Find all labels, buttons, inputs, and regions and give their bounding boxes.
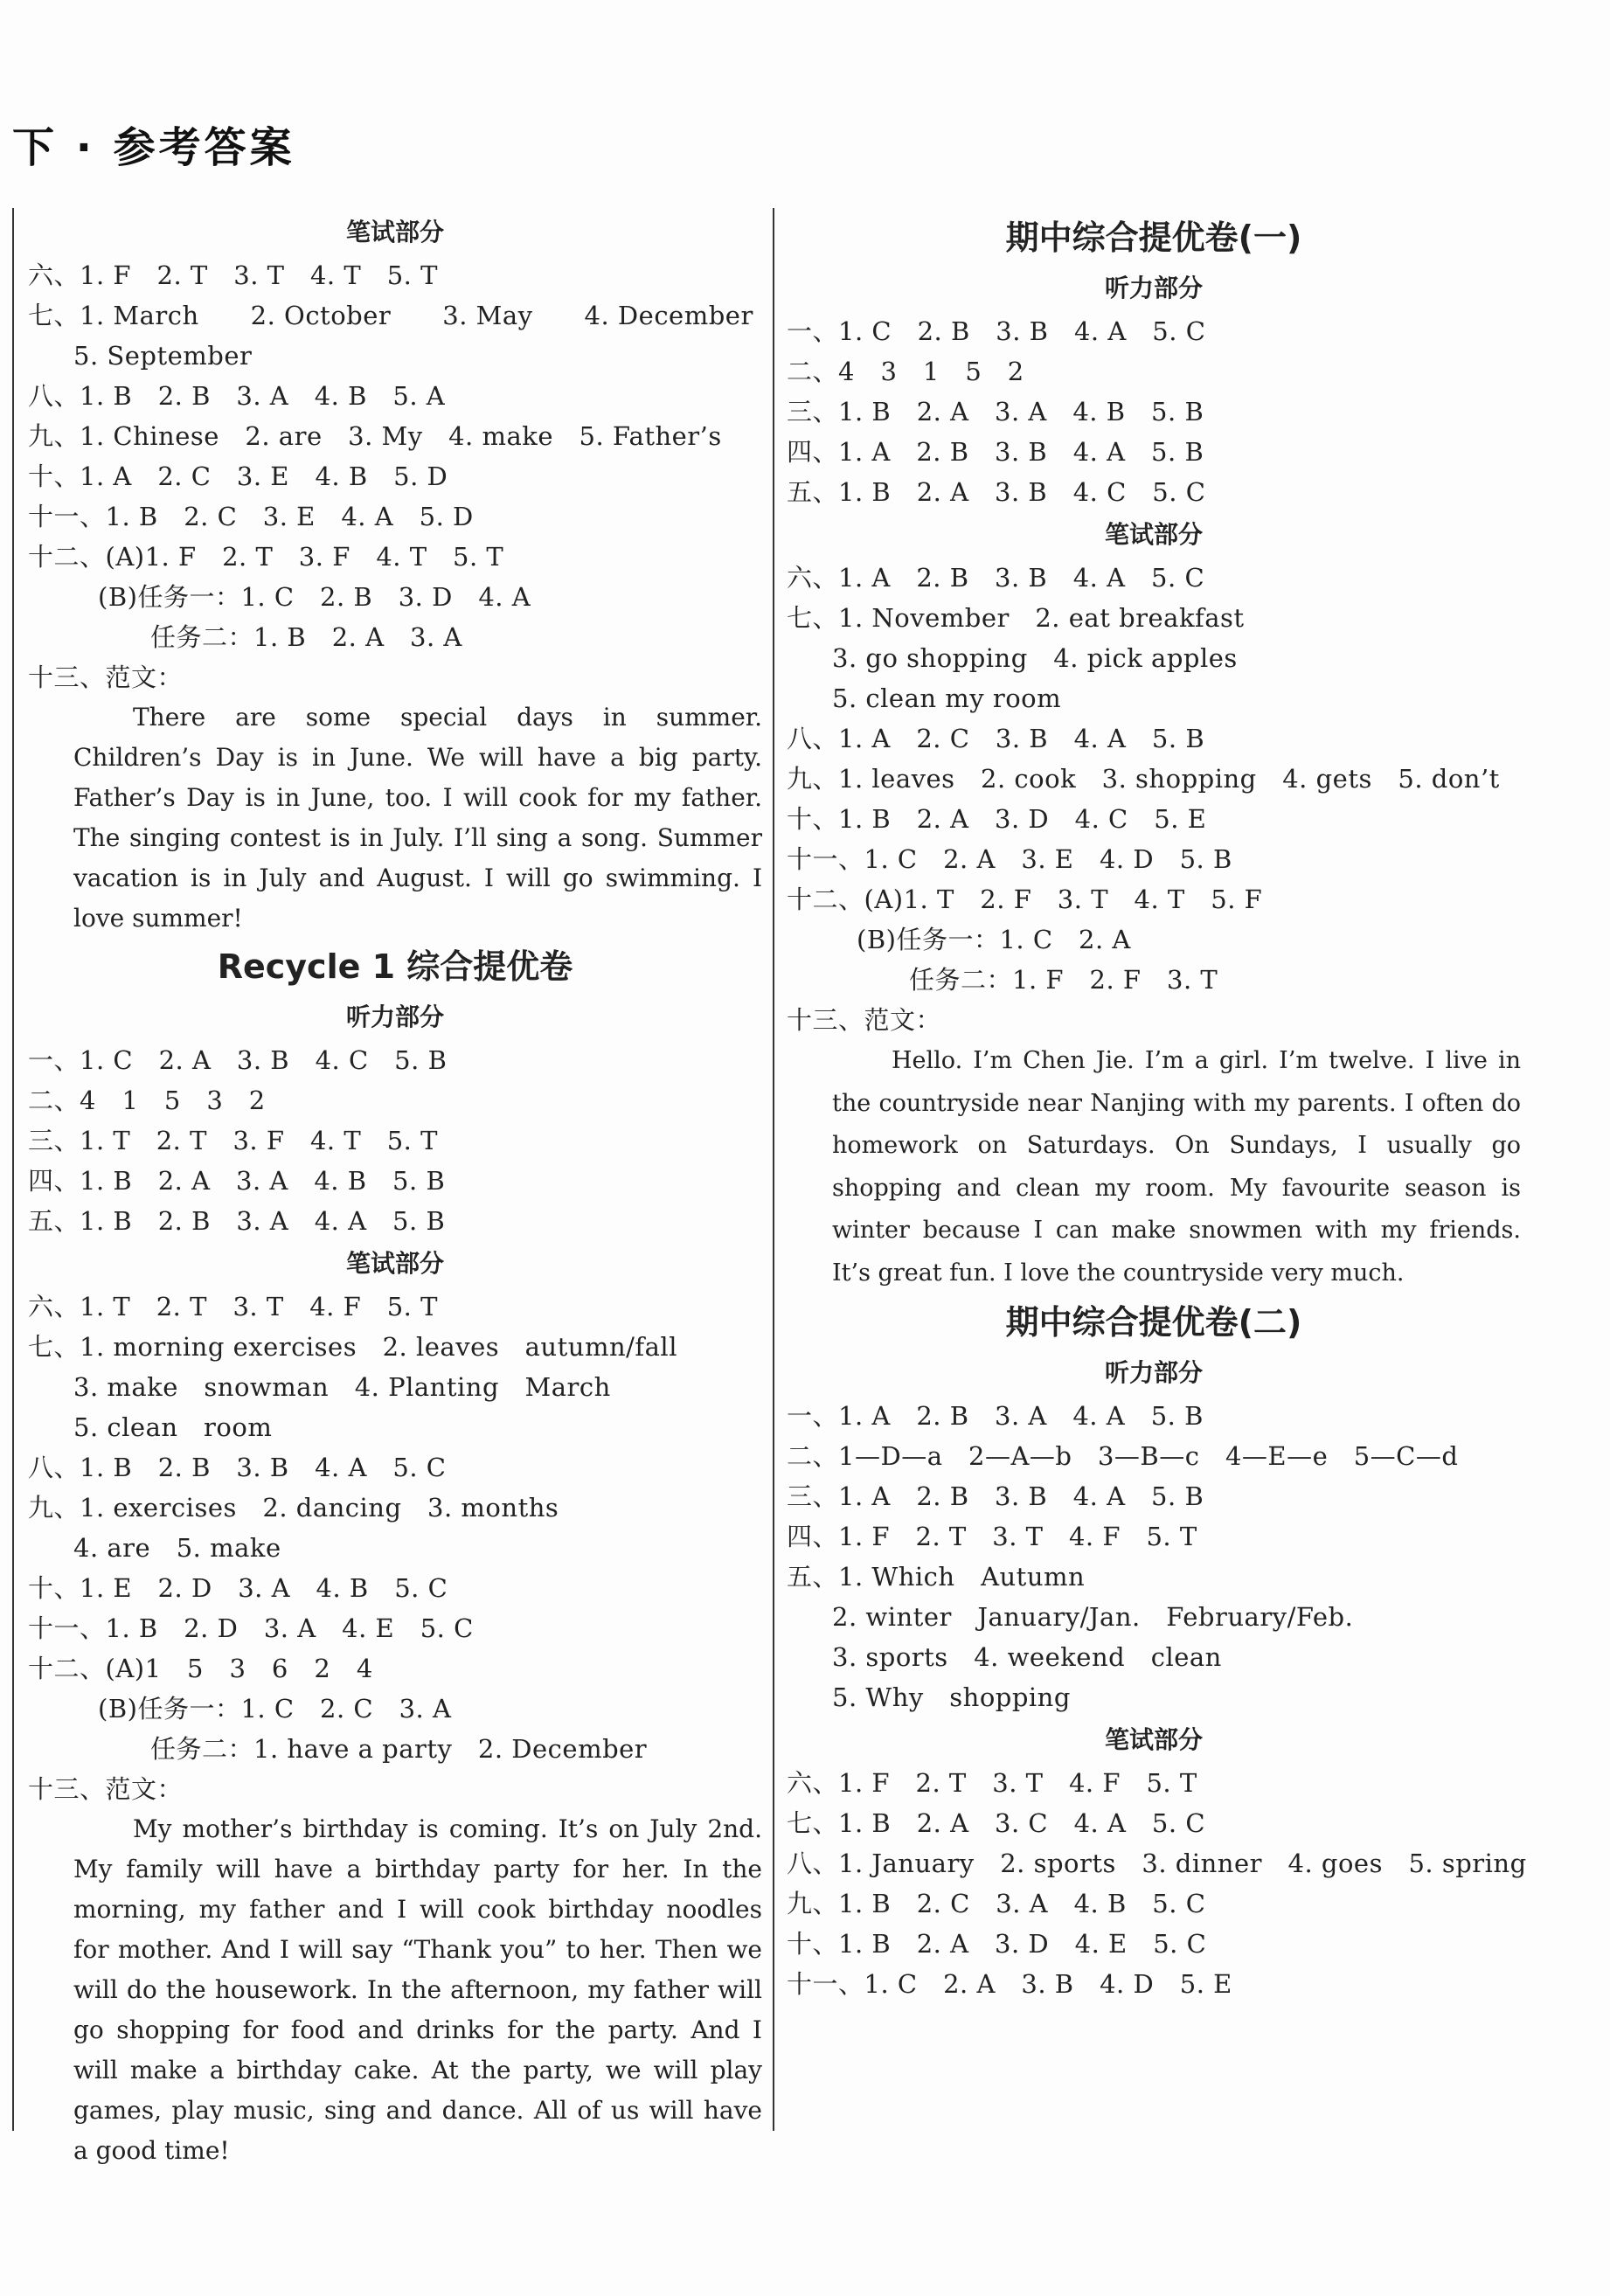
answer-line: 三、1. B 2. A 3. A 4. B 5. B xyxy=(787,397,1204,427)
left-column-rule xyxy=(12,208,14,2131)
answer-line: 5. September xyxy=(73,341,253,371)
answer-line: 六、1. F 2. T 3. T 4. F 5. T xyxy=(787,1768,1197,1798)
answer-line: (B)任务一：1. C 2. C 3. A xyxy=(98,1694,452,1724)
answer-line: 十二、(A)1. F 2. T 3. F 4. T 5. T xyxy=(28,542,504,572)
section-heading: 笔试部分 xyxy=(345,1249,444,1278)
answer-line: 十、1. E 2. D 3. A 4. B 5. C xyxy=(28,1573,448,1603)
answer-line: (B)任务一：1. C 2. A xyxy=(857,925,1131,954)
answer-line: 十、1. A 2. C 3. E 4. B 5. D xyxy=(28,461,448,491)
section-heading: 笔试部分 xyxy=(1104,520,1203,549)
answer-line: 十一、1. B 2. C 3. E 4. A 5. D xyxy=(28,502,474,531)
answer-line: 五、1. Which Autumn xyxy=(787,1562,1086,1592)
answer-line: 四、1. B 2. A 3. A 4. B 5. B xyxy=(28,1166,446,1196)
answer-line: 2. winter January/Jan. February/Feb. xyxy=(832,1602,1354,1632)
section-title: Recycle 1 综合提优卷 xyxy=(217,947,573,986)
answer-line: 二、4 1 5 3 2 xyxy=(28,1086,266,1115)
center-column-rule xyxy=(773,208,774,2131)
section-heading: 听力部分 xyxy=(1104,274,1203,302)
answer-line: 九、1. B 2. C 3. A 4. B 5. C xyxy=(787,1889,1206,1918)
essay-label: 十三、范文： xyxy=(28,1774,184,1804)
answer-line: 十一、1. B 2. D 3. A 4. E 5. C xyxy=(28,1613,474,1643)
answer-line: 5. clean room xyxy=(73,1412,273,1442)
sample-essay: My mother’s birthday is coming. It’s on July 2nd. My family will have a birthday party for her. In the morning, my father and I will cook birthday noodles for mother. And I will say “Thank you” to her. Then we will do the housework. In the afternoon, my father will go shopping for food and drinks for the party. And I will make a birthday cake. At the party, we will play games, play music, sing and dance. All of us will have a good time! xyxy=(73,1814,762,2165)
answer-line: 5. Why shopping xyxy=(832,1682,1071,1712)
answer-line: 五、1. B 2. A 3. B 4. C 5. C xyxy=(787,477,1206,507)
answer-line: 九、1. exercises 2. dancing 3. months xyxy=(28,1493,559,1523)
answer-line: 十一、1. C 2. A 3. B 4. D 5. E xyxy=(787,1969,1232,1999)
answer-line: 三、1. A 2. B 3. B 4. A 5. B xyxy=(787,1481,1204,1511)
answer-line: 3. go shopping 4. pick apples xyxy=(832,643,1238,673)
answer-line: 3. sports 4. weekend clean xyxy=(832,1642,1222,1672)
section-title: 期中综合提优卷(一) xyxy=(1005,219,1302,257)
answer-line: (B)任务一：1. C 2. B 3. D 4. A xyxy=(98,582,531,612)
answer-line: 二、4 3 1 5 2 xyxy=(787,357,1024,386)
answer-line: 八、1. A 2. C 3. B 4. A 5. B xyxy=(787,724,1205,753)
answer-line: 九、1. leaves 2. cook 3. shopping 4. gets 5. don’t xyxy=(787,764,1500,794)
sample-essay: There are some special days in summer. Children’s Day is in June. We will have a big party. Father’s Day is in June, too. I will cook for my father. The singing contest is in July. I’ll sing a song. Summer vacation is in July and August. I will go swimming. I love summer! xyxy=(73,703,762,933)
left-column xyxy=(28,210,762,2171)
answer-line: 十一、1. C 2. A 3. E 4. D 5. B xyxy=(787,844,1232,874)
answer-line: 4. are 5. make xyxy=(73,1533,281,1563)
answer-line: 七、1. B 2. A 3. C 4. A 5. C xyxy=(787,1808,1206,1838)
right-column xyxy=(787,210,1527,2004)
answer-line: 一、1. C 2. B 3. B 4. A 5. C xyxy=(787,316,1206,346)
answer-line: 十二、(A)1. T 2. F 3. T 4. T 5. F xyxy=(787,884,1263,914)
answer-line: 七、1. November 2. eat breakfast xyxy=(787,603,1245,633)
section-heading: 听力部分 xyxy=(1104,1358,1203,1387)
section-heading: 笔试部分 xyxy=(345,218,444,246)
answer-line: 四、1. F 2. T 3. T 4. F 5. T xyxy=(787,1522,1197,1551)
answer-line: 二、1—D—a 2—A—b 3—B—c 4—E—e 5—C—d xyxy=(787,1441,1459,1471)
answer-line: 5. clean my room xyxy=(832,683,1062,713)
answer-line: 四、1. A 2. B 3. B 4. A 5. B xyxy=(787,437,1204,467)
answer-line: 六、1. A 2. B 3. B 4. A 5. C xyxy=(787,563,1205,593)
essay-label: 十三、范文： xyxy=(787,1005,942,1035)
answer-line: 九、1. Chinese 2. are 3. My 4. make 5. Father’s xyxy=(28,421,722,451)
answer-line: 七、1. March 2. October 3. May 4. December xyxy=(28,301,753,330)
answer-line: 八、1. B 2. B 3. B 4. A 5. C xyxy=(28,1453,447,1482)
answer-line: 六、1. T 2. T 3. T 4. F 5. T xyxy=(28,1292,438,1321)
page-title: 下 · 参考答案 xyxy=(12,123,295,172)
answer-line: 三、1. T 2. T 3. F 4. T 5. T xyxy=(28,1126,438,1155)
answer-line: 十二、(A)1 5 3 6 2 4 xyxy=(28,1654,373,1683)
answer-line: 八、1. B 2. B 3. A 4. B 5. A xyxy=(28,381,446,411)
answer-line: 十、1. B 2. A 3. D 4. E 5. C xyxy=(787,1929,1207,1959)
answer-line: 任务二：1. have a party 2. December xyxy=(150,1734,648,1764)
section-heading: 听力部分 xyxy=(345,1002,444,1031)
answer-line: 六、1. F 2. T 3. T 4. T 5. T xyxy=(28,260,438,290)
answer-line: 任务二：1. F 2. F 3. T xyxy=(909,965,1218,995)
answer-line: 一、1. A 2. B 3. A 4. A 5. B xyxy=(787,1401,1204,1431)
answer-line: 五、1. B 2. B 3. A 4. A 5. B xyxy=(28,1206,446,1236)
answer-line: 十、1. B 2. A 3. D 4. C 5. E xyxy=(787,804,1207,834)
answer-line: 八、1. January 2. sports 3. dinner 4. goes 5. spring xyxy=(787,1849,1527,1878)
answer-line: 一、1. C 2. A 3. B 4. C 5. B xyxy=(28,1045,448,1075)
section-heading: 笔试部分 xyxy=(1104,1725,1203,1754)
answer-line: 3. make snowman 4. Planting March xyxy=(73,1372,611,1402)
section-title: 期中综合提优卷(二) xyxy=(1005,1303,1302,1342)
essay-label: 十三、范文： xyxy=(28,662,184,692)
answer-line: 任务二：1. B 2. A 3. A xyxy=(150,622,462,652)
answer-line: 七、1. morning exercises 2. leaves autumn/fall xyxy=(28,1332,677,1362)
sample-essay: Hello. I’m Chen Jie. I’m a girl. I’m twelve. I live in the countryside near Nanjing with my parents. I often do homework on Saturdays. On Sundays, I usually go shopping and clean my room. My favourite season is winter because I can make snowmen with my friends. It’s great fun. I love the countryside very much. xyxy=(832,1047,1521,1287)
